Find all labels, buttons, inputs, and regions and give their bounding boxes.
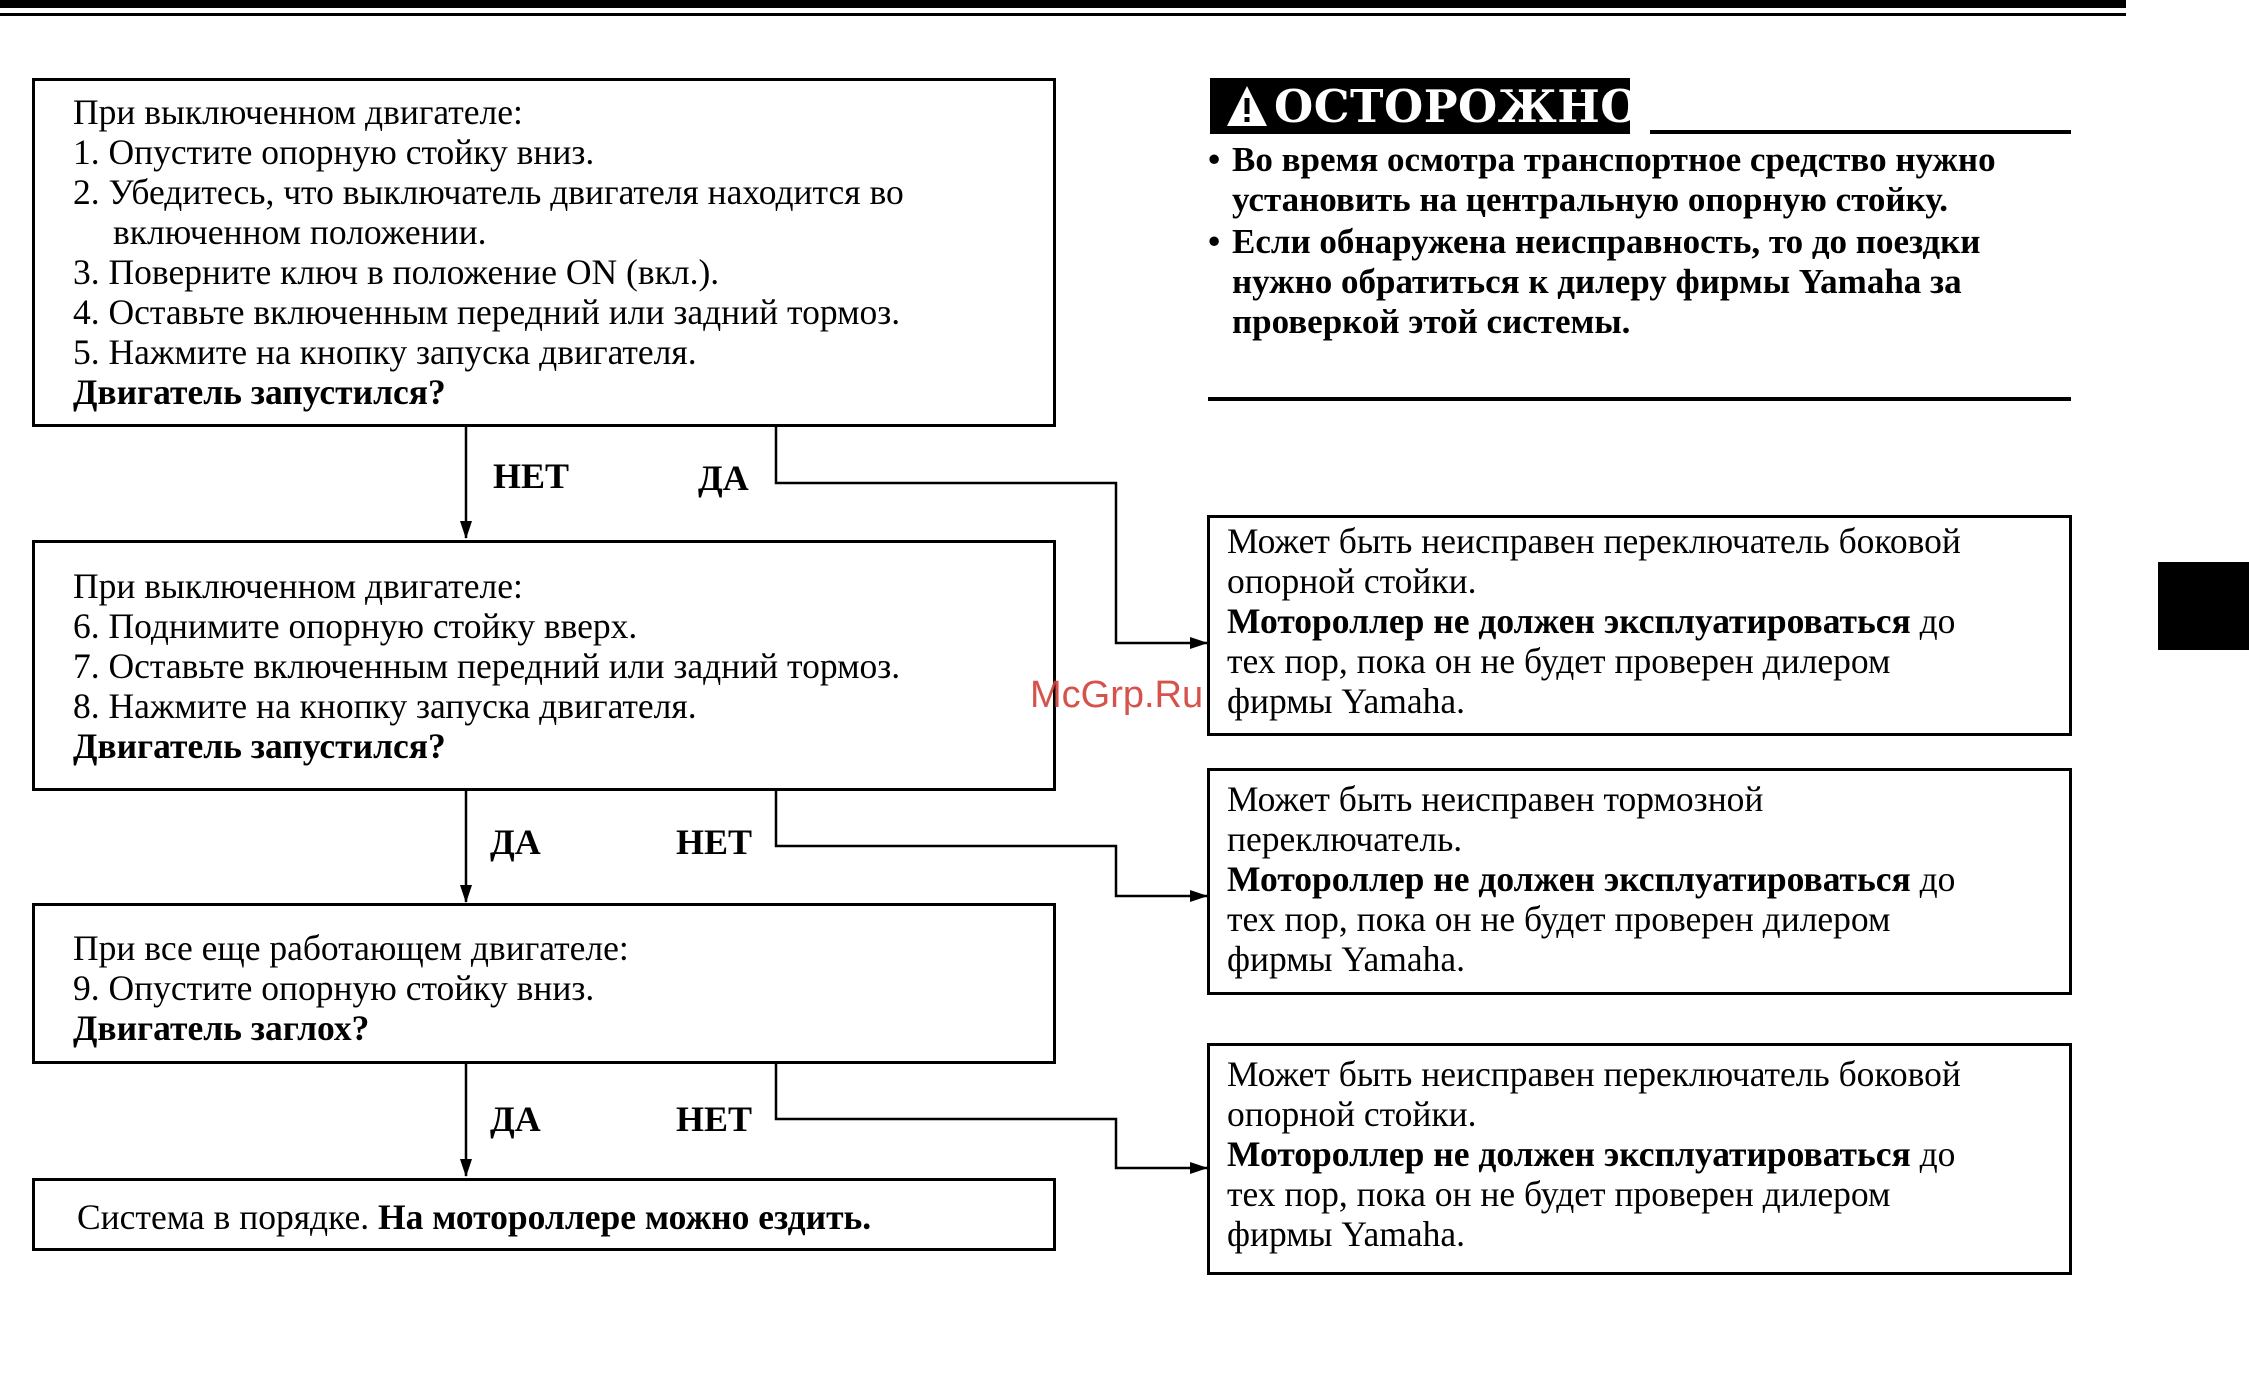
step-3-line: При все еще работающем двигателе: <box>73 928 629 968</box>
result-1-line: опорной стойки. <box>1227 561 1477 601</box>
step-2-line: 6. Поднимите опорную стойку вверх. <box>73 606 638 646</box>
result-2-line <box>1227 859 2069 899</box>
step-1-line: 5. Нажмите на кнопку запуска двигателя. <box>73 332 697 372</box>
step-1-line: включенном положении. <box>113 212 487 252</box>
step-2-line: При выключенном двигателе: <box>73 566 523 606</box>
result-1-line <box>1227 601 2069 641</box>
step-3-line: 9. Опустите опорную стойку вниз. <box>73 968 595 1008</box>
result-box-2 <box>1207 768 2072 995</box>
step-1-line: 4. Оставьте включенным передний или задний тормоз. <box>73 292 901 332</box>
result-3-bold: Мотороллер не должен эксплуатироваться <box>1227 1134 1911 1174</box>
step-2-line: 7. Оставьте включенным передний или задний тормоз. <box>73 646 901 686</box>
result-1-bold: Мотороллер не должен эксплуатироваться <box>1227 601 1911 641</box>
result-box-1 <box>1207 515 2072 736</box>
step-1-line: 2. Убедитесь, что выключатель двигателя находится во <box>73 172 904 212</box>
branch-label-no: НЕТ <box>676 822 753 862</box>
warning-bullet-text: Во время осмотра транспортное средство нужно установить на центральную опорную стойку. <box>1232 140 1996 219</box>
step-box-3 <box>32 903 1056 1064</box>
result-2-line: тех пор, пока он не будет проверен дилером <box>1227 899 1891 939</box>
result-1-tail: до <box>1910 601 1956 641</box>
result-3-line: опорной стойки. <box>1227 1094 1477 1134</box>
step-1-line: При выключенном двигателе: <box>73 92 523 132</box>
result-3-line: Может быть неисправен переключатель боковой <box>1227 1054 1961 1094</box>
step-3-question: Двигатель заглох? <box>73 1008 370 1048</box>
watermark: McGrp.Ru <box>1030 674 1204 716</box>
step-2-question: Двигатель запустился? <box>73 726 446 766</box>
step-box-1 <box>32 78 1056 427</box>
warning-text <box>1208 140 2068 342</box>
branch-label-yes: ДА <box>698 458 749 498</box>
warning-bullet: • Во время осмотра транспортное средство нужно установить на центральную опорную стойку. <box>1208 140 1996 219</box>
result-3-line: фирмы Yamaha. <box>1227 1214 1465 1254</box>
result-2-tail: до <box>1910 859 1956 899</box>
arrow-step2-to-result2 <box>776 790 1207 896</box>
result-2-line: Может быть неисправен тормозной <box>1227 779 1764 819</box>
arrow-step3-to-result3 <box>776 1063 1207 1168</box>
branch-label-no: НЕТ <box>676 1099 753 1139</box>
result-1-line: Может быть неисправен переключатель боковой <box>1227 521 1961 561</box>
section-tab-marker <box>2158 562 2249 650</box>
branch-label-yes: ДА <box>490 1099 541 1139</box>
result-1-line: тех пор, пока он не будет проверен дилером <box>1227 641 1891 681</box>
branch-label-yes: ДА <box>490 822 541 862</box>
result-2-line: фирмы Yamaha. <box>1227 939 1465 979</box>
final-text: Система в порядке. <box>77 1197 378 1237</box>
result-1-line: фирмы Yamaha. <box>1227 681 1465 721</box>
final-box <box>32 1178 1056 1251</box>
warning-triangle-icon <box>1226 84 1268 128</box>
result-2-line: переключатель. <box>1227 819 1463 859</box>
step-1-line: 1. Опустите опорную стойку вниз. <box>73 132 595 172</box>
result-2-bold: Мотороллер не должен эксплуатироваться <box>1227 859 1911 899</box>
warning-bullet: • Если обнаружена неисправность, то до поездки нужно обратиться к дилеру фирмы Yamaha за проверкой этой системы. <box>1208 222 1981 341</box>
result-3-tail: до <box>1910 1134 1956 1174</box>
warning-title-rule <box>1650 130 2071 134</box>
branch-label-no: НЕТ <box>493 456 570 496</box>
result-3-line: тех пор, пока он не будет проверен дилером <box>1227 1174 1891 1214</box>
warning-badge <box>1210 78 1640 134</box>
result-box-3 <box>1207 1043 2072 1275</box>
step-1-line: 3. Поверните ключ в положение ON (вкл.). <box>73 252 720 292</box>
step-2-line: 8. Нажмите на кнопку запуска двигателя. <box>73 686 697 726</box>
warning-bottom-rule <box>1208 397 2071 401</box>
result-3-line <box>1227 1134 2069 1174</box>
warning-bullet-text: Если обнаружена неисправность, то до поездки нужно обратиться к дилеру фирмы Yamaha за проверкой этой системы. <box>1232 222 1981 341</box>
warning-title: ОСТОРОЖНО <box>1274 79 1640 133</box>
step-1-question: Двигатель запустился? <box>73 372 446 412</box>
step-box-2 <box>32 540 1056 791</box>
final-text-bold: На мотороллере можно ездить. <box>377 1197 872 1237</box>
